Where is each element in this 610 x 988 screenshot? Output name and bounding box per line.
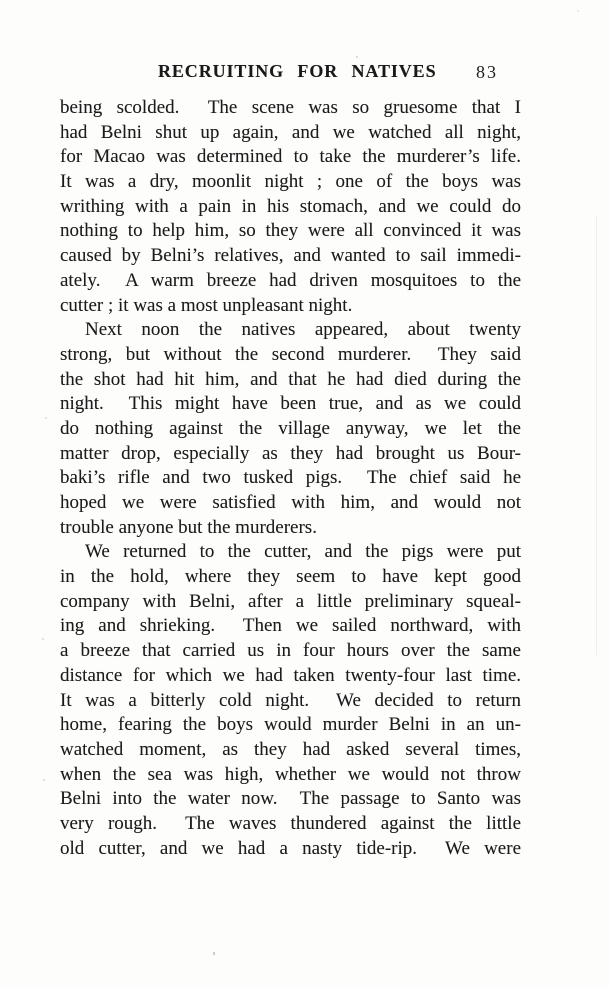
text-line: cutter ; it was a most unpleasant night. bbox=[60, 294, 353, 316]
text-line: do nothing against the village anyway, we let the bbox=[60, 417, 521, 439]
scan-speck bbox=[45, 417, 47, 419]
text-line: nothing to help him, so they were all convinced it was bbox=[60, 220, 521, 242]
text-line: trouble anyone but the murderers. bbox=[60, 516, 317, 538]
scan-speck bbox=[356, 56, 358, 58]
text-line: matter drop, especially as they had brought us Bour- bbox=[60, 442, 521, 464]
text-line: very rough. The waves thundered against the little bbox=[60, 812, 521, 834]
page-number: 83 bbox=[476, 62, 498, 82]
text-line: ing and shrieking. Then we sailed northward, with bbox=[60, 615, 521, 637]
scan-speck bbox=[43, 779, 45, 781]
text-line: when the sea was high, whether we would not throw bbox=[60, 763, 521, 785]
text-line: the shot had hit him, and that he had died during the bbox=[60, 368, 521, 390]
paragraph bbox=[60, 318, 521, 540]
text-line: in the hold, where they seem to have kept good bbox=[60, 566, 521, 588]
scan-speck bbox=[577, 10, 579, 12]
text-line: ately. A warm breeze had driven mosquitoes to the bbox=[60, 269, 521, 291]
text-line: writhing with a pain in his stomach, and we could do bbox=[60, 195, 521, 217]
text-line: home, fearing the boys would murder Belni in an un- bbox=[60, 714, 521, 736]
text-line: for Macao was determined to take the murderer’s life. bbox=[60, 146, 521, 168]
text-line: strong, but without the second murderer. They said bbox=[60, 343, 521, 365]
text-line: had Belni shut up again, and we watched all night, bbox=[60, 121, 521, 143]
page-edge-shadow bbox=[596, 215, 597, 655]
text-line: old cutter, and we had a nasty tide-rip. We were bbox=[60, 837, 521, 859]
text-line: watched moment, as they had asked several times, bbox=[60, 738, 521, 760]
text-line: It was a bitterly cold night. We decided to return bbox=[60, 689, 521, 711]
text-line: a breeze that carried us in four hours over the same bbox=[60, 640, 521, 662]
text-block bbox=[60, 96, 521, 861]
text-line: night. This might have been true, and as we could bbox=[60, 393, 521, 415]
text-line: distance for which we had taken twenty-four last time. bbox=[60, 664, 521, 686]
scan-speck bbox=[213, 952, 215, 955]
text-line: hoped we were satisfied with him, and would not bbox=[60, 492, 521, 513]
text-line: being scolded. The scene was so gruesome that I bbox=[60, 97, 521, 118]
text-line: caused by Belni’s relatives, and wanted to sail immedi- bbox=[60, 245, 521, 267]
text-line: Next noon the natives appeared, about twenty bbox=[85, 319, 521, 341]
text-line: It was a dry, moonlit night ; one of the boys was bbox=[60, 171, 521, 193]
paragraph bbox=[60, 96, 521, 318]
scan-speck bbox=[42, 638, 44, 640]
running-head-title: RECRUITING FOR NATIVES bbox=[158, 61, 437, 81]
text-line: Belni into the water now. The passage to Santo was bbox=[60, 788, 521, 810]
text-line: company with Belni, after a little preliminary squeal- bbox=[60, 590, 521, 612]
text-line: We returned to the cutter, and the pigs were put bbox=[85, 541, 521, 563]
paragraph bbox=[60, 540, 521, 861]
text-line: baki’s rifle and two tusked pigs. The chief said he bbox=[60, 467, 521, 489]
